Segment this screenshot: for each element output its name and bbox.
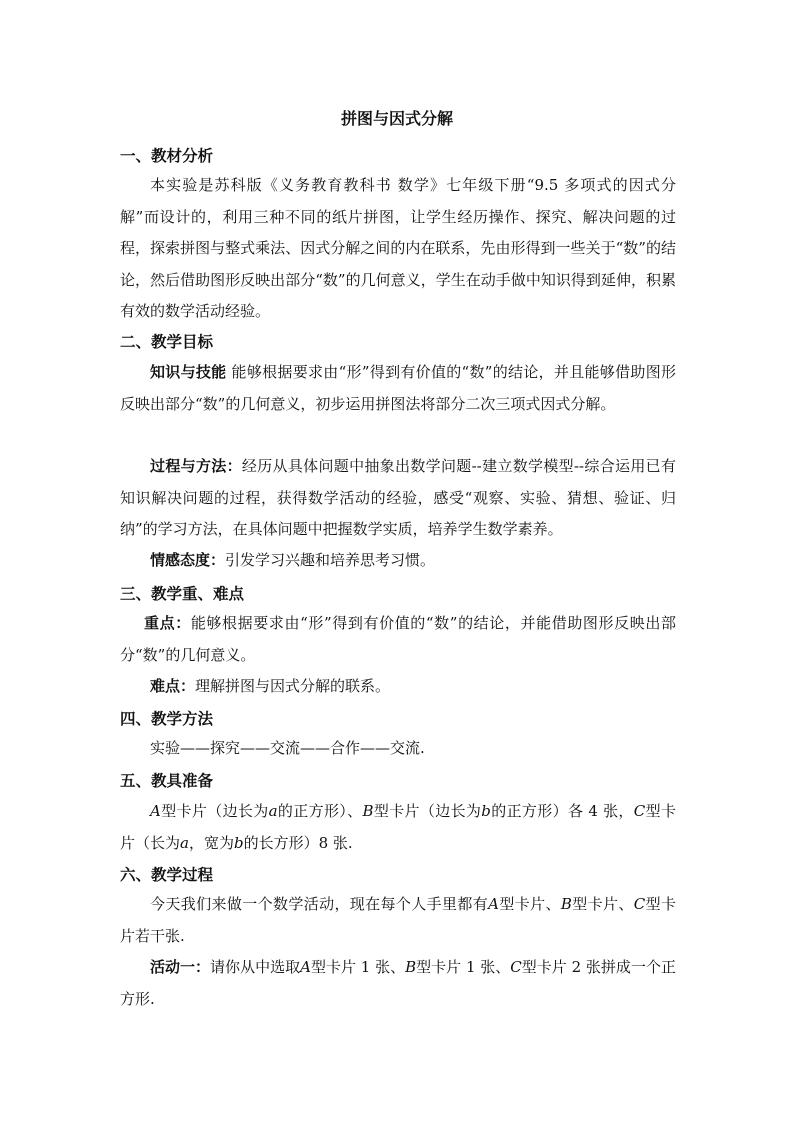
section-heading-methods: 四、教学方法 bbox=[120, 710, 214, 728]
var-A: A bbox=[150, 802, 161, 820]
activity-text-1: 请你从中选取 bbox=[210, 958, 301, 976]
process-intro-paragraph bbox=[120, 889, 676, 952]
key-point-paragraph bbox=[120, 608, 676, 671]
materials-text-1: 型卡片（边长为 bbox=[160, 802, 269, 820]
goal-process-text: 经历从具体问题中抽象出数学问题--建立数学模型--综合运用已有知识解决问题的过程，获得数学活动的经验，感受“观察、实验、猜想、验证、归纳”的学习方法，在具体问题中把握数学实质，培养学生数学素养。 bbox=[120, 457, 676, 538]
goal-emotion-text: 引发学习兴趣和培养思考习惯。 bbox=[225, 551, 436, 569]
goal-knowledge-paragraph bbox=[120, 357, 676, 420]
materials-text-2: 的正方形）、 bbox=[277, 802, 363, 820]
difficulty-text: 理解拼图与因式分解的联系。 bbox=[195, 677, 391, 695]
textbook-analysis-paragraph: 本实验是苏科版《义务教育教科书 数学》七年级下册“9.5 多项式的因式分解”而设计的，利用三种不同的纸片拼图，让学生经历操作、探究、解决问题的过程，探索拼图与整式乘法、因式分解之间的内在联系，先由形得到一些关于“数”的结论，然后借助图形反映出部分“数”的几何意义，学生在动手做中知识得到延伸，积累有效的数学活动经验。 bbox=[120, 176, 676, 320]
activity-one-label: 活动一： bbox=[150, 958, 211, 976]
key-point-text: 能够根据要求由“形”得到有价值的“数”的结论，并能借助图形反映出部分“数”的几何意义。 bbox=[120, 614, 676, 664]
goal-emotion-label: 情感态度： bbox=[150, 551, 226, 569]
section-heading-materials: 五、教具准备 bbox=[120, 772, 214, 790]
var-B: B bbox=[405, 958, 417, 976]
section-heading-textbook-analysis: 一、教材分析 bbox=[120, 147, 214, 165]
methods-paragraph: 实验——探究——交流——合作——交流. bbox=[150, 739, 425, 757]
var-B: B bbox=[560, 895, 572, 913]
process-text-1: 今天我们来做一个数学活动，现在每个人手里都有 bbox=[150, 895, 489, 913]
process-text-3: 型卡片、 bbox=[571, 895, 634, 913]
materials-text-6: ，宽为 bbox=[188, 833, 234, 852]
activity-text-3: 型卡片 1 张、 bbox=[416, 958, 511, 976]
goal-emotion-paragraph bbox=[120, 545, 676, 577]
materials-text-3: 型卡片（边长为 bbox=[373, 802, 482, 820]
materials-paragraph bbox=[120, 796, 676, 859]
section-heading-key-points: 三、教学重、难点 bbox=[120, 585, 245, 603]
goal-process-paragraph bbox=[120, 451, 676, 546]
var-A: A bbox=[300, 958, 311, 976]
goal-process-label: 过程与方法： bbox=[150, 457, 242, 475]
activity-one-paragraph bbox=[120, 952, 676, 1015]
var-b: b bbox=[481, 802, 491, 820]
var-B: B bbox=[362, 802, 374, 820]
materials-text-4: 的正方形）各 4 张， bbox=[490, 802, 634, 820]
section-heading-teaching-goals: 二、教学目标 bbox=[120, 333, 214, 351]
var-a: a bbox=[180, 833, 189, 852]
process-text-2: 型卡片、 bbox=[499, 895, 561, 913]
materials-text-5: 型卡片（长为 bbox=[120, 802, 676, 852]
var-A: A bbox=[488, 895, 499, 913]
page-title: 拼图与因式分解 bbox=[340, 109, 453, 128]
difficulty-label: 难点： bbox=[150, 677, 196, 695]
var-C: C bbox=[633, 802, 646, 820]
section-heading-process: 六、教学过程 bbox=[120, 866, 214, 884]
activity-text-2: 型卡片 1 张、 bbox=[310, 958, 406, 976]
var-b: b bbox=[233, 833, 244, 852]
var-a: a bbox=[268, 802, 278, 820]
key-point-label: 重点： bbox=[144, 614, 191, 632]
var-C: C bbox=[510, 958, 522, 976]
process-text-4: 型卡片若干张. bbox=[120, 895, 676, 945]
difficulty-paragraph bbox=[120, 671, 676, 703]
materials-text-7: 的长方形）8 张. bbox=[243, 833, 353, 852]
activity-text-4: 型卡片 2 张拼成一个正方形. bbox=[120, 958, 676, 1008]
goal-knowledge-text: 能够根据要求由“形”得到有价值的“数”的结论，并且能够借助图形反映出部分“数”的几何意义，初步运用拼图法将部分二次三项式因式分解。 bbox=[120, 363, 676, 413]
goal-knowledge-label: 知识与技能 bbox=[150, 363, 227, 381]
var-C: C bbox=[633, 895, 646, 913]
